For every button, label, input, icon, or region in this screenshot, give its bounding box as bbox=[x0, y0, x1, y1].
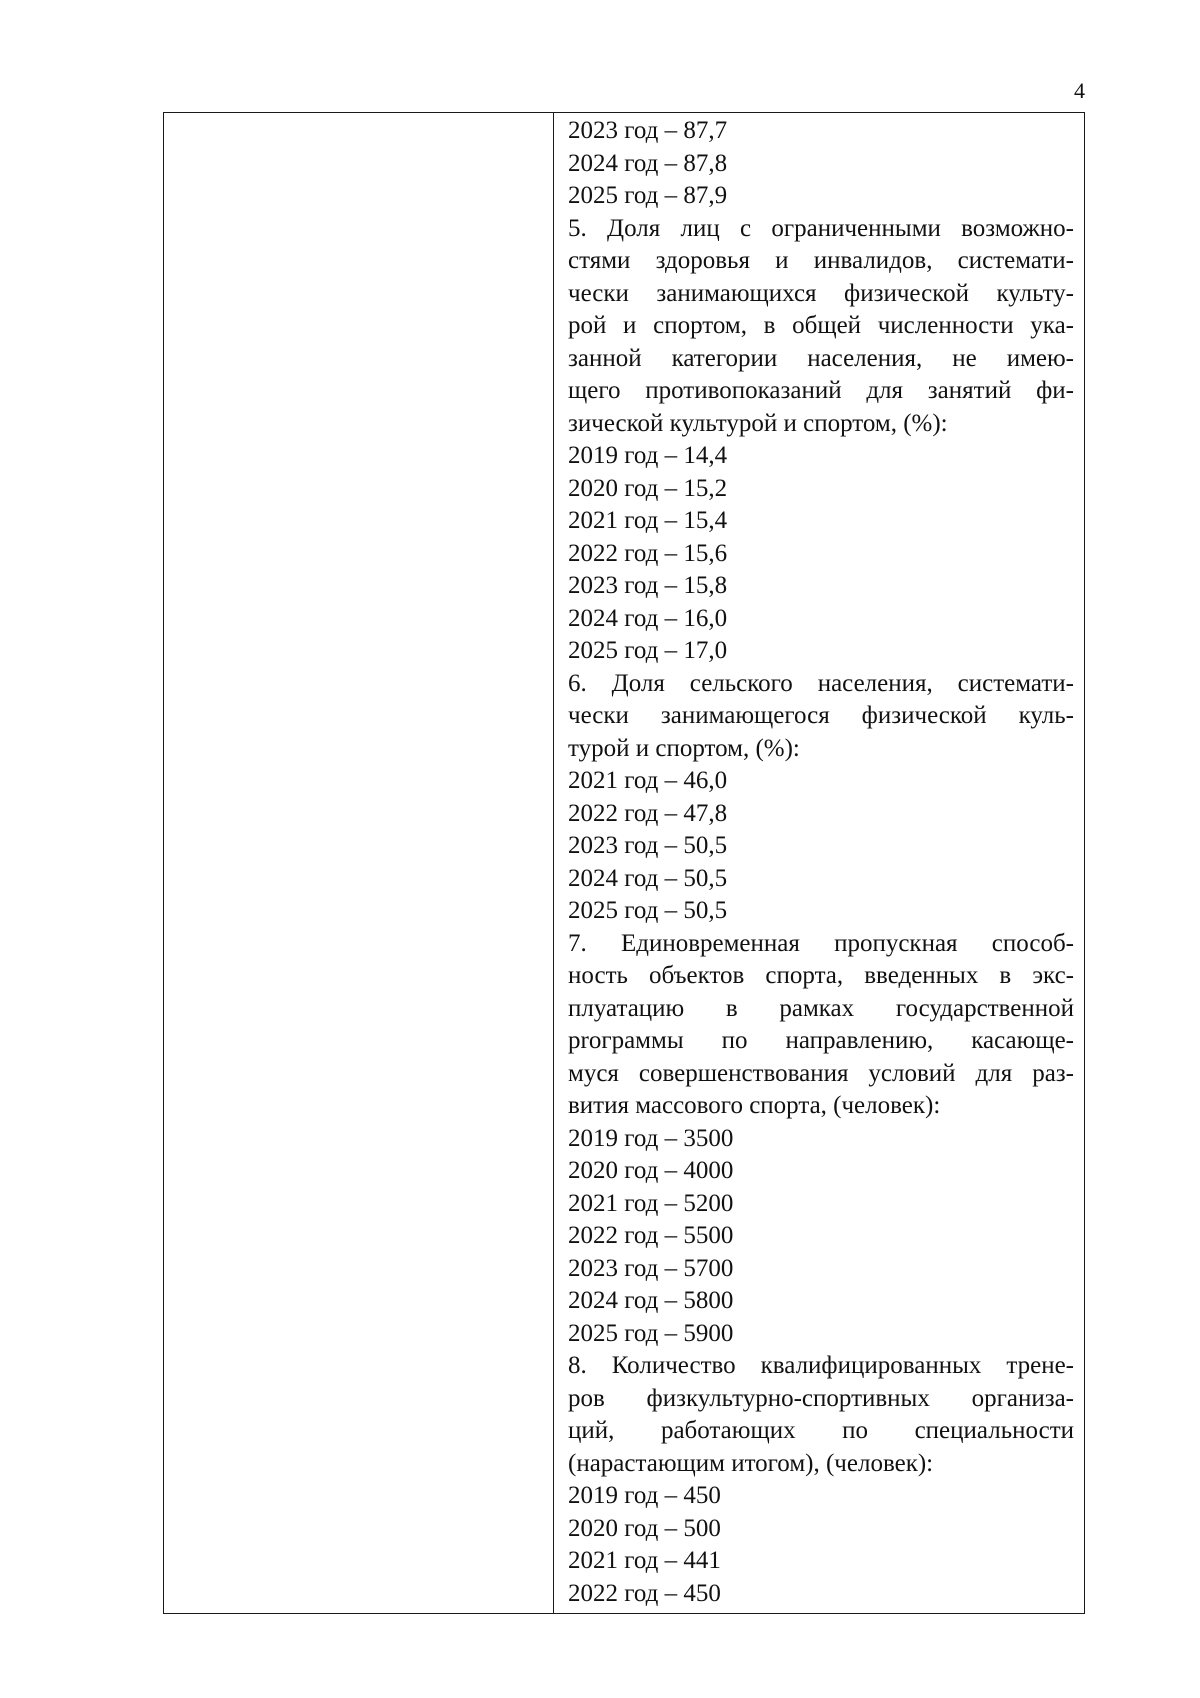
text-line: 2022 год – 5500 bbox=[568, 1222, 734, 1249]
text-line: 2022 год – 15,6 bbox=[568, 539, 728, 567]
text-line: 2025 год – 50,5 bbox=[568, 897, 728, 924]
text-line: рой и спортом, в общей численности ука- bbox=[568, 312, 1074, 339]
text-line: 2020 год – 500 bbox=[568, 1514, 721, 1542]
text-line: чески занимающихся физической культу- bbox=[568, 279, 1074, 307]
text-line: турой и спортом, (%): bbox=[568, 734, 800, 762]
text-line: 2024 год – 5800 bbox=[568, 1287, 734, 1314]
text-line: ность объектов спорта, введенных в экс- bbox=[568, 962, 1074, 989]
text-line: чески занимающегося физической куль- bbox=[568, 702, 1074, 729]
text-line: плуатацию в рамках государственной bbox=[568, 994, 1074, 1022]
text-line: рrограммы по направлению, касающе- bbox=[568, 1027, 1074, 1054]
text-line: занной категории населения, не имею- bbox=[568, 344, 1074, 372]
text-line: 2023 год – 15,8 bbox=[568, 572, 728, 599]
text-line: 8. Количество квалифицированных трене- bbox=[568, 1352, 1074, 1379]
text-line: 7. Единовременная пропускная способ- bbox=[568, 929, 1074, 957]
text-line: 2024 год – 16,0 bbox=[568, 604, 728, 632]
text-line: 2023 год – 87,7 bbox=[568, 117, 728, 144]
text-line: 2025 год – 87,9 bbox=[568, 182, 728, 209]
text-line: 2019 год – 450 bbox=[568, 1482, 721, 1509]
text-line: 2019 год – 14,4 bbox=[568, 442, 728, 469]
text-line: 2023 год – 50,5 bbox=[568, 832, 728, 859]
text-line: ций, работающих по специальности bbox=[568, 1417, 1074, 1444]
text-line: 2020 год – 15,2 bbox=[568, 474, 728, 502]
text-line: (нарастающим итогом), (человек): bbox=[568, 1449, 934, 1477]
text-line: муся совершенствования условий для раз- bbox=[568, 1059, 1074, 1087]
text-line: 5. Доля лиц с ограниченными возможно- bbox=[568, 214, 1074, 242]
text-line: 6. Доля сельского населения, системати- bbox=[568, 669, 1074, 697]
page-number: 4 bbox=[1074, 78, 1085, 103]
text-line: 2024 год – 50,5 bbox=[568, 864, 728, 892]
text-line: 2021 год – 46,0 bbox=[568, 767, 728, 794]
text-line: 2023 год – 5700 bbox=[568, 1254, 734, 1282]
text-line: 2021 год – 441 bbox=[568, 1547, 721, 1574]
text-line: 2021 год – 5200 bbox=[568, 1189, 734, 1217]
text-line: вития массового спорта, (человек): bbox=[568, 1092, 941, 1119]
text-line: 2021 год – 15,4 bbox=[568, 507, 728, 534]
document-table bbox=[163, 112, 1085, 1614]
text-line: 2024 год – 87,8 bbox=[568, 149, 728, 177]
table-right-cell bbox=[568, 115, 1074, 1610]
column-divider bbox=[553, 113, 554, 1613]
text-line: 2025 год – 17,0 bbox=[568, 637, 728, 664]
text-line: стями здоровья и инвалидов, системати- bbox=[568, 247, 1074, 274]
text-line: щего противопоказаний для занятий фи- bbox=[568, 377, 1074, 404]
text-line: ров физкультурно-спортивных организа- bbox=[568, 1384, 1074, 1412]
text-line: 2022 год – 450 bbox=[568, 1579, 721, 1607]
text-line: 2022 год – 47,8 bbox=[568, 799, 728, 827]
text-line: зической культурой и спортом, (%): bbox=[568, 409, 948, 437]
text-line: 2019 год – 3500 bbox=[568, 1124, 734, 1152]
text-line: 2025 год – 5900 bbox=[568, 1319, 734, 1347]
table-left-cell bbox=[164, 113, 553, 1613]
text-line: 2020 год – 4000 bbox=[568, 1157, 734, 1184]
